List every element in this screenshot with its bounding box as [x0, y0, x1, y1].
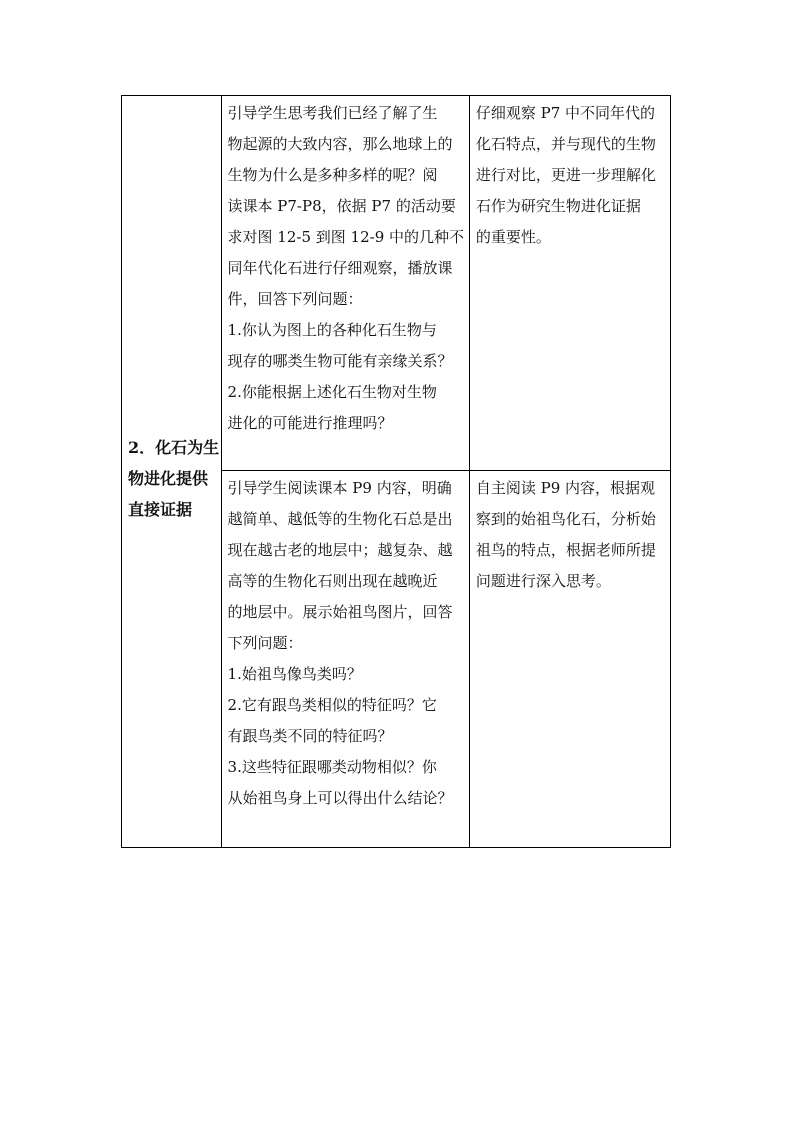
topic-line: 直接证据	[128, 500, 193, 519]
teacher-activity-cell	[221, 96, 469, 471]
teacher-activity-cell	[221, 471, 469, 848]
text-line: 引导学生阅读课本 P9 内容，明确	[227, 479, 452, 497]
text-line: 的重要性。	[475, 228, 551, 246]
text-line: 读课本 P7-P8，依据 P7 的活动要	[227, 197, 456, 215]
table-row	[122, 96, 671, 471]
text-line: 祖鸟的特点，根据老师所提	[475, 541, 656, 559]
text-line: 越简单、越低等的生物化石总是出	[227, 510, 453, 528]
text-line: 高等的生物化石则出现在越晚近	[227, 572, 438, 590]
text-line: 1.你认为图上的各种化石生物与	[227, 321, 437, 339]
topic-line: 2．化石为生	[128, 438, 220, 457]
text-line: 进行对比，更进一步理解化	[475, 166, 656, 184]
text-line: 生物为什么是多种多样的呢？阅	[227, 166, 438, 184]
topic-heading	[128, 432, 220, 525]
text-line: 现在越古老的地层中；越复杂、越	[227, 541, 453, 559]
text-line: 从始祖鸟身上可以得出什么结论？	[227, 789, 453, 807]
text-line: 有跟鸟类不同的特征吗？	[227, 727, 393, 745]
text-line: 3.这些特征跟哪类动物相似？你	[227, 758, 437, 776]
text-line: 同年代化石进行仔细观察，播放课	[227, 259, 453, 277]
lesson-plan-table	[121, 95, 671, 848]
text-line: 进化的可能进行推理吗？	[227, 414, 393, 432]
text-line: 石作为研究生物进化证据	[475, 197, 641, 215]
topic-cell	[122, 96, 222, 848]
text-line: 引导学生思考我们已经了解了生	[227, 104, 438, 122]
student-activity-cell	[469, 96, 670, 471]
text-line: 仔细观察 P7 中不同年代的	[475, 104, 656, 122]
text-line: 求对图 12-5 到图 12-9 中的几种不	[227, 228, 465, 246]
text-line: 问题进行深入思考。	[475, 572, 611, 590]
student-activity-cell	[469, 471, 670, 848]
text-line: 2.你能根据上述化石生物对生物	[227, 383, 437, 401]
text-line: 下列问题：	[227, 634, 303, 652]
text-line: 件，回答下列问题：	[227, 290, 363, 308]
text-line: 现存的哪类生物可能有亲缘关系？	[227, 352, 453, 370]
text-line: 物起源的大致内容，那么地球上的	[227, 135, 453, 153]
topic-line: 物进化提供	[128, 469, 209, 488]
text-line: 1.始祖鸟像鸟类吗？	[227, 665, 362, 683]
text-line: 察到的始祖鸟化石，分析始	[475, 510, 656, 528]
text-line: 化石特点，并与现代的生物	[475, 135, 656, 153]
text-line: 的地层中。展示始祖鸟图片，回答	[227, 603, 453, 621]
text-line: 自主阅读 P9 内容，根据观	[475, 479, 656, 497]
text-line: 2.它有跟鸟类相似的特征吗？它	[227, 696, 437, 714]
